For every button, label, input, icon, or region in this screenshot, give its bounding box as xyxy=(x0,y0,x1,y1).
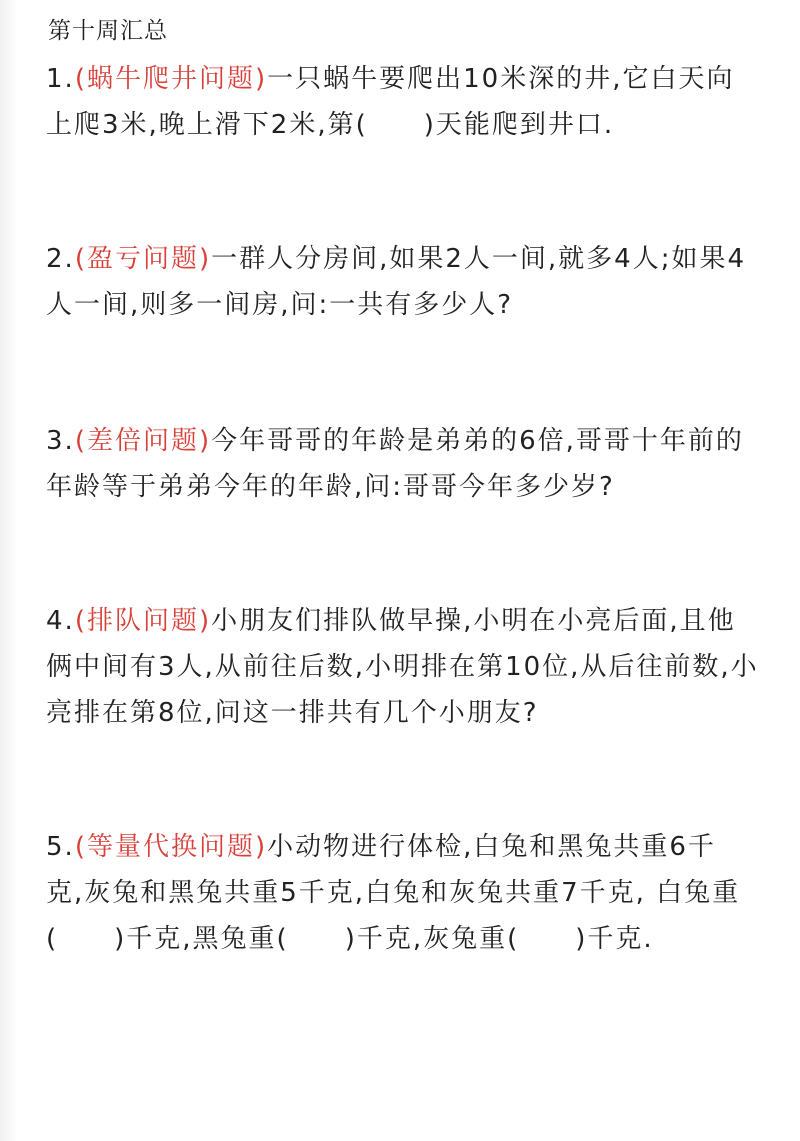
problem-4-text-1: 小朋友们排队做早操,小明在小亮后面,且他 xyxy=(211,606,736,636)
problem-3 xyxy=(46,418,766,510)
problem-3-text-1: 今年哥哥的年龄是弟弟的6倍,哥哥十年前的 xyxy=(211,426,744,456)
problem-2 xyxy=(46,236,766,328)
problem-1-text-1: 一只蜗牛要爬出10米深的井,它白天向 xyxy=(267,64,735,94)
problem-5-text-1: 小动物进行体检,白兔和黑兔共重6千 xyxy=(267,832,716,862)
problem-2-line-1 xyxy=(46,236,766,282)
problem-1 xyxy=(46,56,766,148)
problem-3-line-2: 年龄等于弟弟今年的年龄,问:哥哥今年多少岁? xyxy=(46,472,615,502)
problem-2-text-1: 一群人分房间,如果2人一间,就多4人;如果4 xyxy=(211,244,747,274)
problem-4-number: 4. xyxy=(46,606,75,636)
problem-4-tag: (排队问题) xyxy=(74,606,212,636)
problem-1-tag: (蜗牛爬井问题) xyxy=(74,64,268,94)
problem-4-line-1 xyxy=(46,598,766,644)
page-title: 第十周汇总 xyxy=(48,18,168,44)
problem-4-line-2: 俩中间有3人,从前往后数,小明排在第10位,从后往前数,小 xyxy=(46,652,759,682)
problem-5-tag: (等量代换问题) xyxy=(74,832,268,862)
problem-4-line-3: 亮排在第8位,问这一排共有几个小朋友? xyxy=(46,698,539,728)
problem-1-line-1 xyxy=(46,56,766,102)
problem-1-number: 1. xyxy=(46,64,75,94)
problem-3-number: 3. xyxy=(46,426,75,456)
problem-5-line-2: 克,灰兔和黑兔共重5千克,白兔和灰兔共重7千克, 白兔重 xyxy=(46,878,741,908)
problem-2-line-2: 人一间,则多一间房,问:一共有多少人? xyxy=(46,290,514,320)
problem-2-tag: (盈亏问题) xyxy=(74,244,212,274)
problem-5-line-1 xyxy=(46,824,766,870)
problem-5 xyxy=(46,824,766,962)
problem-3-tag: (差倍问题) xyxy=(74,426,212,456)
problem-2-number: 2. xyxy=(46,244,75,274)
problem-4 xyxy=(46,598,766,736)
problem-5-number: 5. xyxy=(46,832,75,862)
problem-5-line-3: ( )千克,黑兔重( )千克,灰兔重( )千克. xyxy=(46,924,654,954)
problem-1-line-2: 上爬3米,晚上滑下2米,第( )天能爬到井口. xyxy=(46,110,615,140)
problem-3-line-1 xyxy=(46,418,766,464)
